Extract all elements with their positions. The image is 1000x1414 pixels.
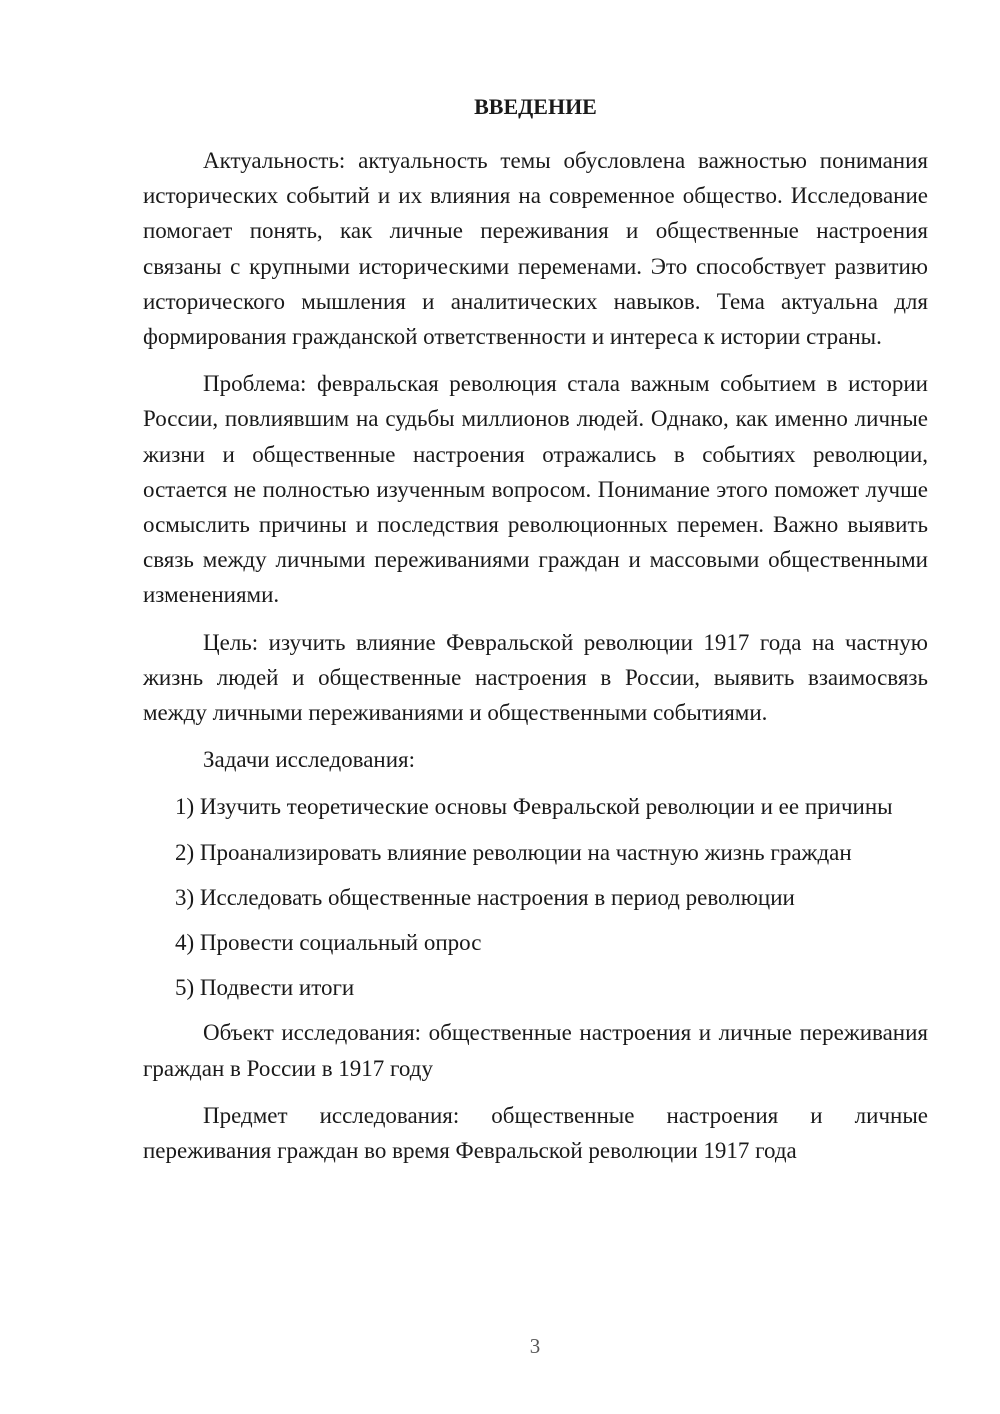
object-paragraph: Объект исследования: общественные настроения и личные переживания граждан в России в 1917 году <box>143 1020 928 1081</box>
problem-paragraph: Проблема: февральская революция стала важным событием в истории России, повлиявшим на судьбы миллионов людей. Однако, как именно личные жизни и общественные настроения отражались в событиях революции, остается не полностью изученным вопросом. Понимание этого поможет лучше осмыслить причины и последствия революционных перемен. Важно выявить связь между личными переживаниями граждан и массовыми общественными изменениями. <box>143 371 928 608</box>
tasks-list <box>143 789 928 1005</box>
page-number: 3 <box>529 1334 541 1358</box>
page-title: ВВЕДЕНИЕ <box>474 94 597 119</box>
relevance-paragraph: Актуальность: актуальность темы обусловлена важностью понимания исторических событий и их влияния на современное общество. Исследование помогает понять, как личные переживания и общественные настроения связаны с крупными историческими переменами. Это способствует развитию исторического мышления и аналитических навыков. Тема актуальна для формирования гражданской ответственности и интереса к истории страны. <box>143 148 928 350</box>
task-item: 5) Подвести итоги <box>175 975 355 1001</box>
task-item: 2) Проанализировать влияние революции на частную жизнь граждан <box>175 839 852 865</box>
goal-paragraph: Цель: изучить влияние Февральской революции 1917 года на частную жизнь людей и общественные настроения в России, выявить взаимосвязь между личными переживаниями и общественными событиями. <box>143 629 928 726</box>
task-item: 1) Изучить теоретические основы Февральской революции и ее причины <box>175 794 893 820</box>
tasks-heading: Задачи исследования: <box>203 747 416 773</box>
document-page <box>143 92 928 1180</box>
task-item: 4) Провести социальный опрос <box>175 930 482 956</box>
task-item: 3) Исследовать общественные настроения в период революции <box>175 884 795 910</box>
subject-paragraph: Предмет исследования: общественные настроения и личные переживания граждан во время Февральской революции 1917 года <box>143 1102 928 1164</box>
